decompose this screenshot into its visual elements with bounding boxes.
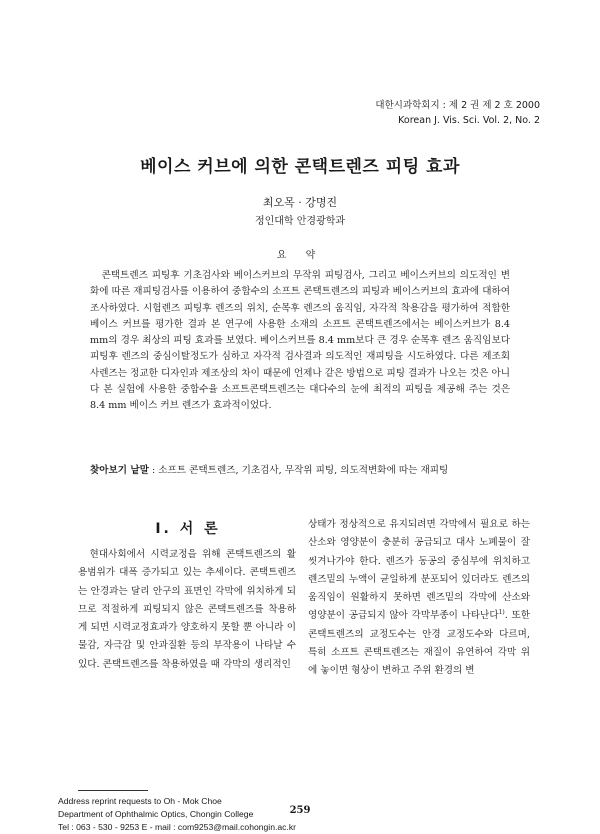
citation-superscript: 1) bbox=[498, 609, 505, 617]
intro-left-column: 현대사회에서 시력교정을 위해 콘택트렌즈의 활용범위가 대폭 증가되고 있는 추세이다. 콘택트렌즈는 안경과는 달리 안구의 표면인 각막에 위치하게 되므로 적절하게 피팅되지 않은 콘택트렌즈를 착용하게 되면 시력교정효과가 양호하지 못할 뿐 아니라 이물감, 자극감 및 안과질환 등의 부작용이 나타날 수 있다. 콘택트렌즈를 착용하였을 때 각막의 생리적인 bbox=[78, 549, 296, 670]
footnote-department: Department of Ophthalmic Optics, Chongin College bbox=[58, 809, 254, 819]
keywords-label: 찾아보기 낱말 bbox=[90, 465, 149, 476]
footnote-contact: Tel : 063 - 530 - 9253 E - mail : com9253@mail.cohongin.ac.kr bbox=[58, 822, 297, 832]
section-heading: I. 서 론 bbox=[155, 521, 221, 537]
intro-right-text-continued: . 또한 콘택트렌즈의 교정도수는 안경 교정도수와 다르며, 특히 소프트 콘택트렌즈는 재질이 유연하여 각막 위에 놓이면 형상이 변하고 주위 환경의 변 bbox=[308, 610, 530, 677]
paper-title: 베이스 커브에 의한 콘택트렌즈 피팅 효과 bbox=[140, 157, 460, 177]
affiliation: 정인대학 안경광학과 bbox=[254, 216, 346, 227]
abstract-body: 콘택트렌즈 피팅후 기초검사와 베이스커브의 무작위 피팅검사, 그리고 베이스커브의 의도적인 변화에 따른 재피팅검사를 이용하여 중합수의 소프트 콘택트렌즈의 피팅과 베이스커브의 효과에 대하여 조사하였다. 시험렌즈 피팅후 렌즈의 위치, 순목후 렌즈의 움직임, 자각적 착용감을 평가하여 적합한 베이스 커브를 평가한 결과 본 연구에 사용한 소재의 소프트 콘택트렌즈에서는 베이스커브가 8.4 mm의 경우 최상의 피팅 효과를 보였다. 베이스커브를 8.4 mm보다 큰 경우 순목후 렌즈 움직임보다 피팅후 렌즈의 중심이탈정도가 심하고 자각적 검사결과 의도적인 재피팅을 시도하였다. 다른 제조회사렌즈는 정교한 디자인과 제조상의 차이 때문에 언제나 같은 방법으로 피팅 결과가 나오는 것은 아니다 본 실험에 사용한 중합수율 소프트콘택트렌즈는 대다수의 눈에 최적의 피팅을 제공해 주는 것은 8.4 mm 베이스 커브 렌즈가 효과적이었다. bbox=[90, 270, 510, 412]
abstract-heading: 요 약 bbox=[276, 250, 324, 261]
intro-right-column bbox=[308, 516, 530, 681]
journal-korean: 대한시과학회지 : 제 2 권 제 2 호 2000 bbox=[375, 100, 540, 111]
footnote-divider bbox=[78, 790, 148, 791]
footnote-address: Address reprint requests to Oh - Mok Choe bbox=[58, 796, 222, 806]
journal-header bbox=[375, 98, 540, 128]
keywords-text: : 소프트 콘택트렌즈, 기초검사, 무작위 피팅, 의도적변화에 따는 재피팅 bbox=[148, 465, 449, 476]
intro-right-text: 상태가 정상적으로 유지되려면 각막에서 필요로 하는 산소와 영양분이 충분히 공급되고 대사 노폐물이 잘 씻겨나가야 한다. 렌즈가 동공의 중심부에 위치하고 렌즈밑의 누액이 균일하게 분포되어 있더라도 렌즈의 움직임이 원활하지 못하면 렌즈밑의 각막에 산소와 영양분이 공급되지 않아 각막부종이 나타난다 bbox=[308, 519, 530, 622]
authors: 최오목 · 강명진 bbox=[262, 196, 338, 209]
page-number: 259 bbox=[289, 805, 311, 816]
keywords bbox=[90, 463, 520, 478]
journal-english: Korean J. Vis. Sci. Vol. 2, No. 2 bbox=[398, 115, 540, 126]
